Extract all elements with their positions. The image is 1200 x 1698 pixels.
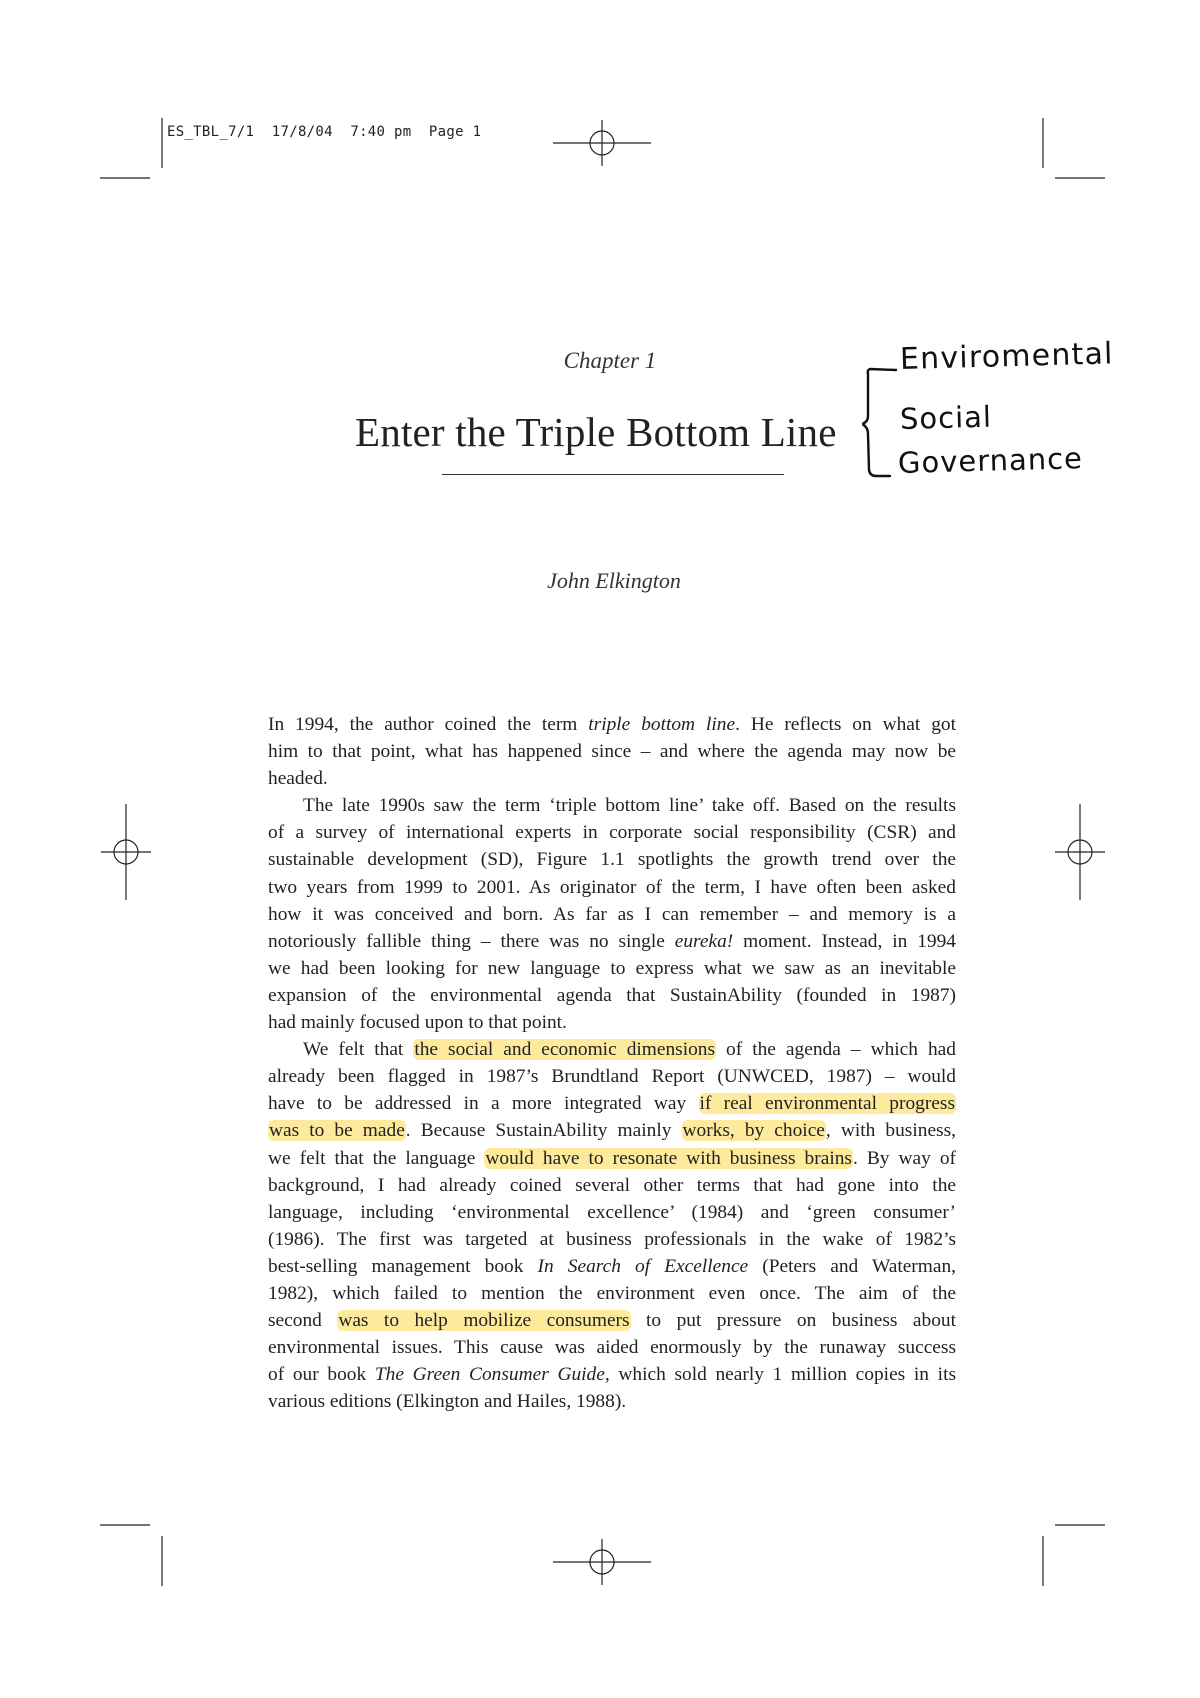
body-line: The late 1990s saw the term ‘triple bottom line’ take off. Based on the results: [303, 795, 956, 817]
body-line: two years from 1999 to 2001. As originator of the term, I have often been asked: [268, 876, 956, 898]
term-eureka: eureka!: [674, 930, 734, 952]
body-line: best-selling management book In Search of Excellence (Peters and Waterman,: [268, 1255, 956, 1277]
body-line: notoriously fallible thing – there was no single eureka! moment. Instead, in 1994: [268, 930, 956, 952]
body-line: background, I had already coined several other terms that had gone into the: [268, 1174, 956, 1196]
book-title-in-search-of-excellence: In Search of Excellence: [537, 1255, 749, 1277]
body-line: had mainly focused upon to that point.: [268, 1012, 567, 1034]
highlight: would have to resonate with business brains: [485, 1147, 852, 1169]
body-line: language, including ‘environmental excellence’ (1984) and ‘green consumer’: [268, 1201, 956, 1223]
body-line: sustainable development (SD), Figure 1.1 spotlights the growth trend over the: [268, 849, 956, 871]
title-underline-rule: [442, 474, 784, 475]
body-line: second was to help mobilize consumers to put pressure on business about: [268, 1310, 956, 1332]
term-triple-bottom-line: triple bottom line: [588, 714, 736, 735]
slug-file-id: ES_TBL_7/1: [167, 124, 255, 140]
book-title-green-consumer-guide: The Green Consumer Guide: [374, 1364, 605, 1386]
registration-mark-bottom: [553, 1539, 651, 1585]
body-line: (1986). The first was targeted at business professionals in the wake of 1982’s: [268, 1228, 956, 1250]
body-text: [268, 711, 956, 1415]
body-line: various editions (Elkington and Hailes, 1988).: [268, 1391, 627, 1413]
body-line: we felt that the language would have to resonate with business brains. By way of: [268, 1147, 956, 1169]
body-line: how it was conceived and born. As far as I can remember – and memory is a: [268, 903, 956, 925]
registration-mark-top: [553, 120, 651, 166]
print-slug: [167, 124, 481, 140]
highlight: was to help mobilize consumers: [338, 1310, 630, 1332]
body-line: expansion of the environmental agenda that SustainAbility (founded in 1987): [268, 984, 956, 1006]
highlight: if real environmental progress: [699, 1093, 955, 1115]
chapter-label: Chapter 1: [563, 348, 657, 373]
highlight: was to be made: [269, 1120, 405, 1142]
author-name: John Elkington: [547, 568, 681, 593]
annotation-social: Social: [899, 399, 993, 436]
annotation-environmental: Enviromental: [899, 336, 1115, 377]
body-line: In 1994, the author coined the term triple bottom line. He reflects on what got: [268, 714, 956, 735]
slug-page: Page 1: [428, 124, 482, 140]
registration-mark-left: [101, 804, 151, 900]
body-line: of our book The Green Consumer Guide, which sold nearly 1 million copies in its: [268, 1364, 956, 1386]
registration-mark-right: [1055, 804, 1105, 900]
handwritten-bracket: [862, 358, 902, 488]
highlight: the social and economic dimensions: [414, 1039, 716, 1061]
body-line: we had been looking for new language to express what we saw as an inevitable: [268, 957, 956, 979]
slug-date: 17/8/04: [271, 124, 333, 140]
slug-time: 7:40 pm: [350, 124, 412, 140]
body-line: him to that point, what has happened since – and where the agenda may now be: [268, 741, 956, 763]
body-line: already been flagged in 1987’s Brundtland Report (UNWCED, 1987) – would: [268, 1066, 956, 1088]
body-line: environmental issues. This cause was aided enormously by the runaway success: [268, 1337, 956, 1359]
body-line: We felt that the social and economic dimensions of the agenda – which had: [303, 1039, 956, 1061]
annotation-governance: Governance: [897, 441, 1084, 480]
body-line: was to be made. Because SustainAbility mainly works, by choice, with business,: [269, 1120, 956, 1142]
highlight: works, by choice: [682, 1120, 825, 1142]
body-line: have to be addressed in a more integrated way if real environmental progress: [268, 1093, 955, 1115]
chapter-title: Enter the Triple Bottom Line: [355, 409, 837, 455]
body-line: 1982), which failed to mention the environment even once. The aim of the: [268, 1282, 956, 1304]
body-line: headed.: [268, 768, 328, 790]
body-line: of a survey of international experts in corporate social responsibility (CSR) and: [268, 822, 956, 844]
